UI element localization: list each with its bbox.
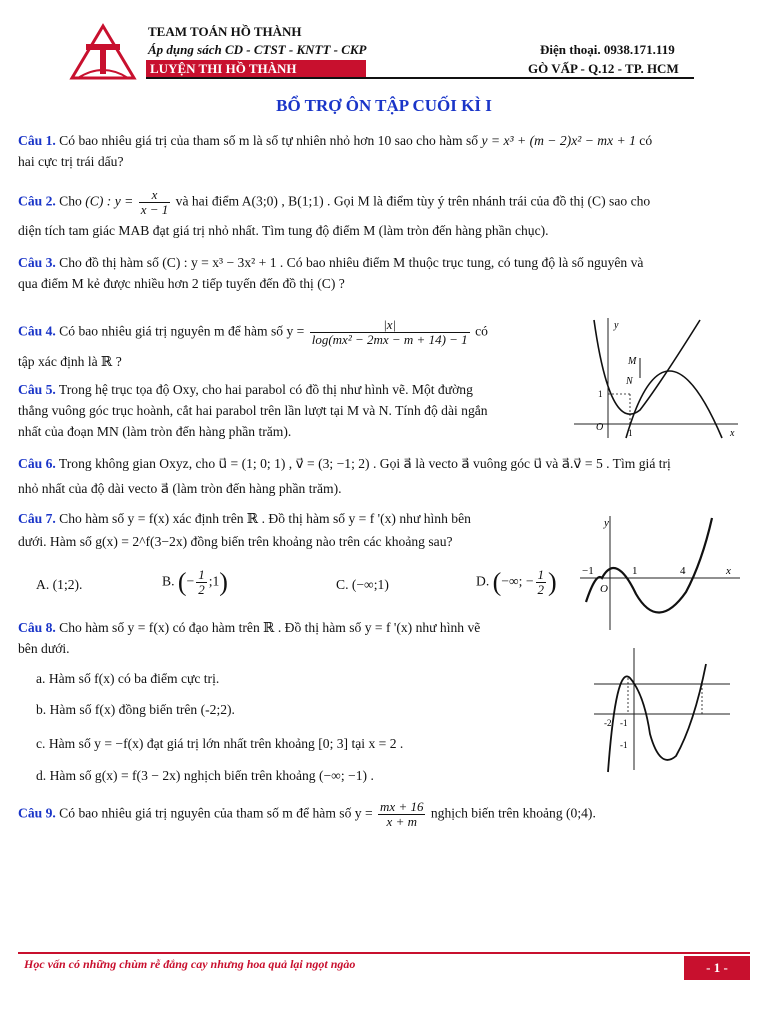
tick-minus-1: -1 [620,718,628,728]
question-8-line2: bên dưới. [18,641,70,656]
header-rule [146,77,694,79]
footer-quote: Học vấn có những chùm rễ đắng cay nhưng hoa quả lại ngọt ngào [24,957,356,971]
logo [68,22,138,80]
question-6: Câu 6. Trong không gian Oxyz, cho u⃗ = (1; 0; 1) , v⃗ = (3; −1; 2) . Gọi a⃗ là vecto a⃗ vuông góc u⃗ và a⃗.v⃗ = 5 . Tìm giá trị [18,456,671,471]
origin-label: O [596,422,604,433]
origin-label: O [600,583,608,595]
graph-derivative-q8 [590,644,738,774]
header-subtitle: Áp dụng sách CD - CTST - KNTT - CKP [148,42,367,57]
team-name: TEAM TOÁN HỒ THÀNH [148,24,302,39]
fraction: $\frac{1}{2}$ [198,567,205,597]
y-axis-label: y [604,517,609,529]
tick-1: 1 [632,565,638,577]
option-a: A. (1;2). [36,577,83,592]
question-label: Câu 7. [18,511,56,526]
question-label: Câu 3. [18,255,56,270]
x-axis-label: x [730,428,735,439]
question-4: Câu 4. Có bao nhiêu giá trị nguyên m để hàm số y = $\frac{|x|}{\text{log(mx² − 2mx − m + 14) − 1}}$ có [18,317,488,347]
option-c: C. (−∞;1) [336,577,389,592]
fraction: $\frac{x}{x - 1}$ [140,187,169,217]
question-6-line2: nhỏ nhất của độ dài vecto a⃗ (làm tròn đến hàng phần trăm). [18,481,342,496]
question-9: Câu 9. Có bao nhiêu giá trị nguyên của tham số m để hàm số y = $\frac{mx + 16}{x + m}$ nghịch biến trên khoảng (0;4). [18,799,596,829]
tick-label-l: -1 [620,740,628,750]
question-label: Câu 4. [18,323,56,339]
graph-parabolas [570,314,742,442]
question-label: Câu 1. [18,133,56,148]
statement-a: a. Hàm số f(x) có ba điểm cực trị. [36,671,220,686]
question-5-line3: nhất của đoạn MN (làm tròn đến hàng phần trăm). [18,424,292,439]
tick-minus-1: −1 [582,565,594,577]
tick-4: 4 [680,565,686,577]
statement-c: c. Hàm số y = −f(x) đạt giá trị lớn nhất trên khoảng [0; 3] tại x = 2 . [36,736,404,751]
point-N: N [626,376,633,387]
graph-derivative-q7 [576,512,744,632]
question-5-line2: thẳng vuông góc trục hoành, cắt hai parabol trên lần lượt tại M và N. Tính độ dài ngắn [18,403,488,418]
phone: Điện thoại. 0938.171.119 [540,42,675,57]
question-label: Câu 6. [18,456,56,471]
page-title: BỔ TRỢ ÔN TẬP CUỐI KÌ I [276,96,492,115]
question-1-line2: hai cực trị trái dấu? [18,154,124,169]
question-7: Câu 7. Cho hàm số y = f(x) xác định trên ℝ . Đồ thị hàm số y = f '(x) như hình bên [18,511,471,526]
statement-b: b. Hàm số f(x) đồng biến trên (-2;2). [36,702,235,717]
point-M: M [628,356,637,367]
option-b: B. (− $\frac{1}{2}$ ;1) [162,567,228,597]
question-3-line2: qua điểm M kẻ được nhiều hơn 2 tiếp tuyến đến đồ thị (C) ? [18,276,345,291]
question-7-line2: dưới. Hàm số g(x) = 2^f(3−2x) đồng biến trên khoảng nào trên các khoảng sau? [18,534,453,549]
question-label: Câu 5. [18,382,56,397]
option-d: D. (−∞; − $\frac{1}{2}$ ) [476,567,557,597]
formula: y = x³ + (m − 2)x² − mx + 1 [481,133,636,148]
tick-y-1: 1 [598,389,603,399]
question-5: Câu 5. Trong hệ trục tọa độ Oxy, cho hai parabol có đồ thị như hình vẽ. Một đường [18,382,473,397]
address: GÒ VẤP - Q.12 - TP. HCM [528,61,679,76]
x-axis-label: x [726,565,731,577]
banner-text: LUYỆN THI HỒ THÀNH [150,61,297,76]
fraction: $\frac{mx + 16}{x + m}$ [380,799,424,829]
statement-d: d. Hàm số g(x) = f(3 − 2x) nghịch biến trên khoảng (−∞; −1) . [36,768,374,783]
footer-rule [18,952,750,954]
y-axis-label: y [614,320,619,331]
question-3: Câu 3. Cho đồ thị hàm số (C) : y = x³ − 3x² + 1 . Có bao nhiêu điểm M thuộc trục tung, có tung độ là số nguyên và [18,255,644,270]
page-number: - 1 - [706,960,728,975]
question-2: Câu 2. Cho (C) : y = $\frac{x}{x - 1}$ và hai điểm A(3;0) , B(1;1) . Gọi M là điểm tùy ý trên nhánh trái của đồ thị (C) sao cho [18,187,651,217]
tick-x-1: 1 [628,428,633,438]
tick-minus-2: -2 [604,718,612,728]
question-8: Câu 8. Cho hàm số y = f(x) có đạo hàm trên ℝ . Đồ thị hàm số y = f '(x) như hình vẽ [18,620,481,635]
fraction: $\frac{|x|}{\text{log(mx² − 2mx − m + 14) − 1}}$ [311,317,468,347]
question-4-line2: tập xác định là ℝ ? [18,354,122,369]
question-label: Câu 2. [18,193,56,209]
question-label: Câu 9. [18,805,56,821]
fraction: $\frac{1}{2}$ [537,567,544,597]
question-label: Câu 8. [18,620,56,635]
question-2-line2: diện tích tam giác MAB đạt giá trị nhỏ nhất. Tìm tung độ điểm M (làm tròn đến hàng phần chục). [18,223,549,238]
question-1: Câu 1. Có bao nhiêu giá trị của tham số m là số tự nhiên nhỏ hơn 10 sao cho hàm số y = x³ + (m − 2)x² − mx + 1 có [18,133,653,148]
